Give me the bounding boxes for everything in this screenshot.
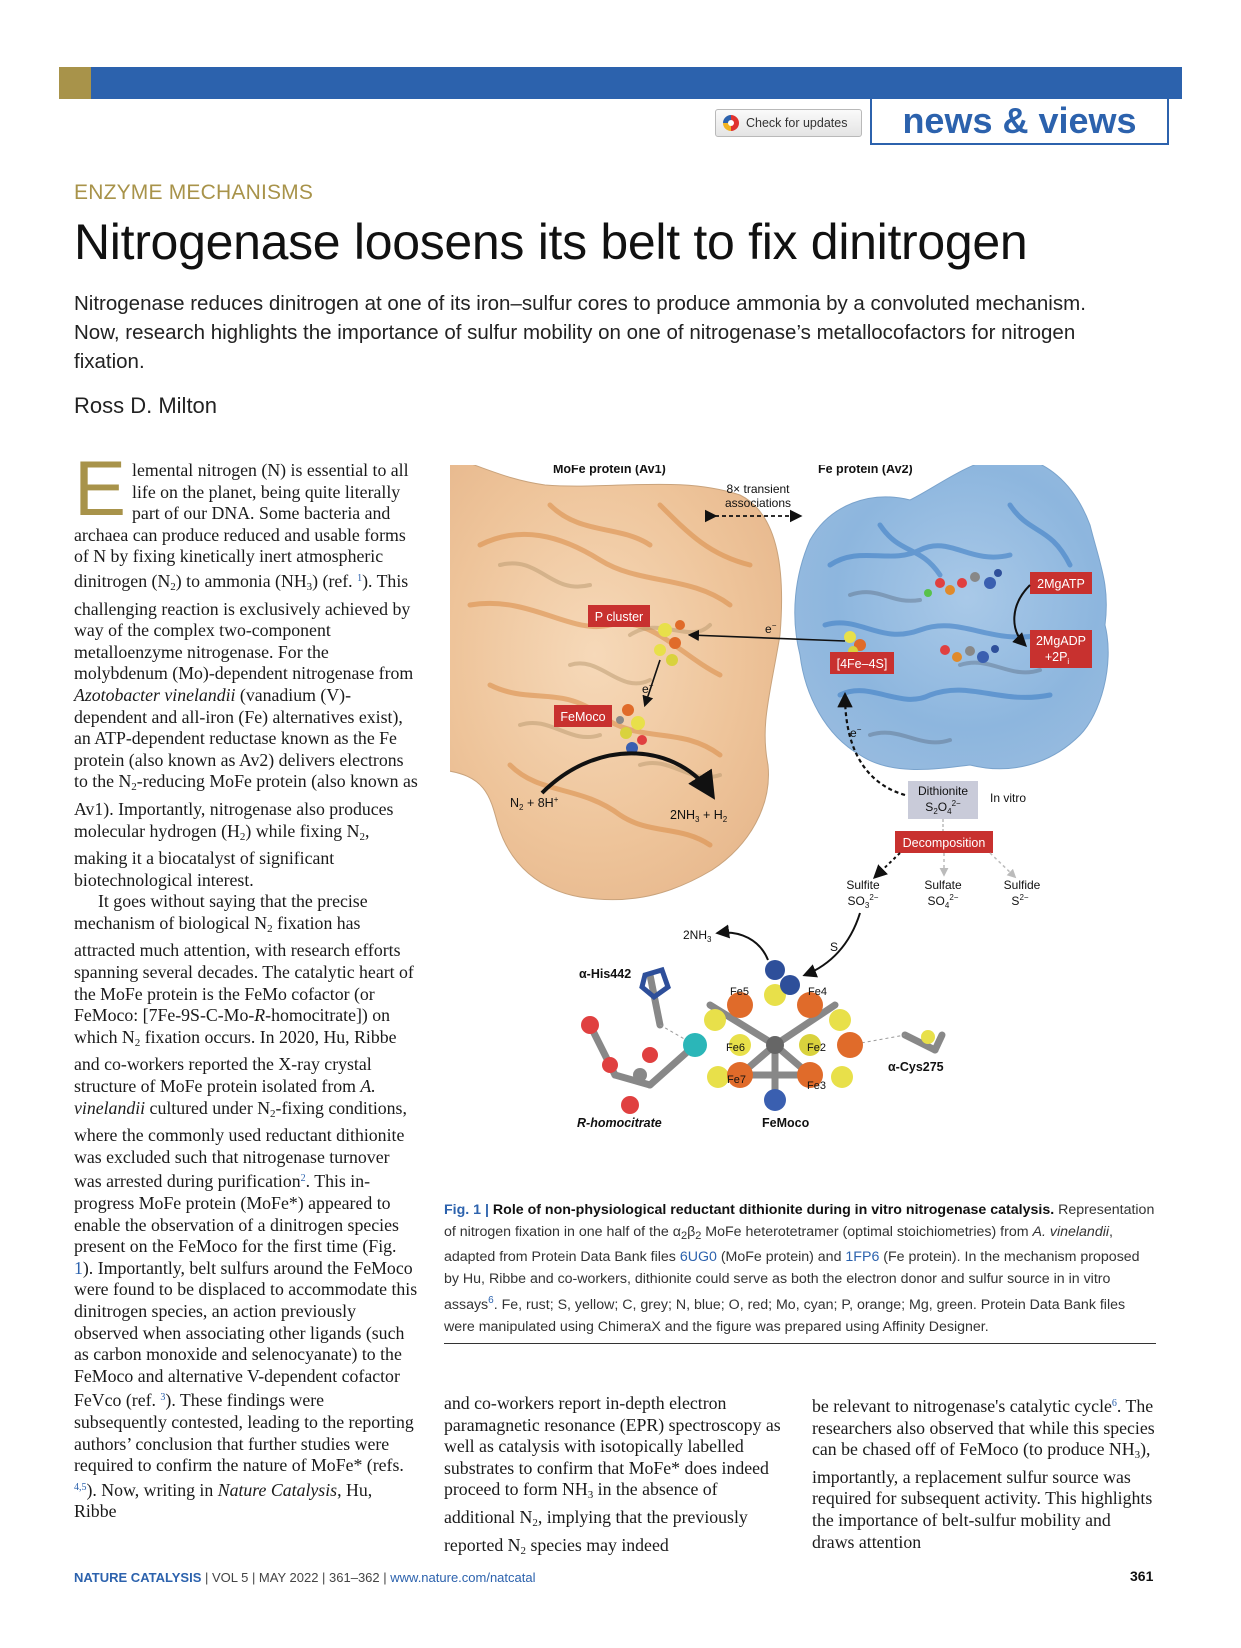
check-for-updates-label: Check for updates xyxy=(746,116,848,130)
sulfate-formula: $SO_4^{2-}$ xyxy=(927,893,959,910)
femoco-detail xyxy=(581,960,942,1114)
electron-label-2: e− xyxy=(642,681,654,696)
mgadp-tag-text-1: 2MgADP xyxy=(1035,634,1087,648)
nh3-product-label: $2NH_3 + H_2$ xyxy=(670,808,728,824)
author-name: Ross D. Milton xyxy=(74,393,218,418)
reference-link-2[interactable]: 2 xyxy=(300,1173,306,1185)
paragraph-2: It goes without saying that the precise mechanism of biological $N_2$ fixation has attracted much attention, with research efforts spanning several decades. The catalytic heart of the MoFe protein is the FeMo cofactor (or FeMoco: [7Fe-9S-C-Mo-R-homocitrate]) on which $N_2$ fixation occurs. In 2020, Hu, Ribbe and co-workers reported the X-ray crystal structure of MoFe protein isolated from A. vinelandii cultured under $N_2$-fixing conditions, where the commonly used reductant dithionite was excluded such that nitrogenase turnover was arrested during purification$^2$. This in-progress MoFe protein (MoFe*) appeared to enable the observation of a dinitrogen species present on the FeMoco for the first time (Fig. 1). Importantly, belt sulfurs around the FeMoco were found to be displaced to accommodate this dinitrogen species, an action previously observed when associating other ligands (such as carbon monoxide and selenocyanate) to the FeMoco and alternative V-dependent cofactor FeVco (ref. $^3$). These findings were subsequently contested, leading to the reporting authors’ conclusion that further studies were required to confirm the nature of MoFe* (refs. $^{4,5}$). Now, writing in Nature Catalysis, Hu, Ribbe xyxy=(74,891,418,1522)
footer-journal-link[interactable]: www.nature.com/natcatal xyxy=(390,1570,536,1585)
fe4-label: Fe4 xyxy=(808,986,827,998)
reference-link-4-5[interactable]: 4,5 xyxy=(74,1481,87,1493)
fe5-label: Fe5 xyxy=(730,986,749,998)
standfirst: Nitrogenase reduces dinitrogen at one of its iron–sulfur cores to produce ammonia by a convoluted mechanism. Now, research highlights the importance of sulfur mobility on one of nitrogenase’s metallocofactors for nitrogen fixation. xyxy=(74,292,1086,373)
homocitrate-label: R-homocitrate xyxy=(577,1116,662,1130)
figure-link-1[interactable]: 1 xyxy=(74,1257,83,1278)
cys275-label: α-Cys275 xyxy=(888,1060,944,1074)
body-column-3 xyxy=(812,1393,1157,1553)
sulfite-label: Sulfite xyxy=(846,878,880,892)
n2-reactant-label: $N_2 + 8H^+$ xyxy=(510,795,559,812)
pdb-link-1fp6[interactable]: 1FP6 xyxy=(845,1249,880,1265)
header-band-accent xyxy=(59,67,91,99)
mofe-protein-title: MoFe protein (Av1) xyxy=(553,465,666,476)
mofe-protein-surface xyxy=(450,465,782,900)
figure-caption-label: Fig. 1 | xyxy=(444,1202,493,1218)
page-number: 361 xyxy=(1130,1568,1154,1584)
dithionite-formula: $S_2O_4^{2-}$ xyxy=(925,799,961,816)
femoco-detail-label: FeMoco xyxy=(762,1116,810,1130)
ammonia-label: $2NH_3$ xyxy=(683,928,712,944)
figure-1 xyxy=(450,465,1150,1180)
body-column-2 xyxy=(444,1393,789,1562)
fe2-label: Fe2 xyxy=(807,1042,826,1054)
femoco-tag-text: FeMoco xyxy=(560,710,606,724)
sulfide-label: Sulfide xyxy=(1003,878,1041,892)
pdb-link-6ug0[interactable]: 6UG0 xyxy=(679,1249,717,1265)
footer-citation xyxy=(74,1570,535,1585)
p-cluster-text: P cluster xyxy=(594,610,644,624)
mgatp-tag-text: 2MgATP xyxy=(1037,577,1085,591)
reference-link-1[interactable]: 1 xyxy=(357,572,363,584)
crossmark-icon xyxy=(723,115,739,131)
transient-label-2: associations xyxy=(724,496,792,510)
figure-caption-title: Role of non-physiological reductant dithionite during in vitro nitrogenase catalysis. xyxy=(492,1202,1055,1218)
section-label: ENZYME MECHANISMS xyxy=(74,181,314,204)
article-title: Nitrogenase loosens its belt to fix dinitrogen xyxy=(74,214,1028,270)
electron-label-3: e− xyxy=(850,725,862,740)
paragraph-3: and co-workers report in-depth electron paramagnetic resonance (EPR) spectroscopy as well as catalysis with isotopically labelled substrates to confirm that MoFe* does indeed proceed to form $NH_3$ in the absence of additional $N_2$, implying that the previously reported $N_2$ species may indeed xyxy=(444,1393,781,1557)
footer-journal: NATURE CATALYSIS xyxy=(74,1570,202,1585)
footer-meta: | VOL 5 | MAY 2022 | 361–362 | xyxy=(201,1570,391,1585)
drop-cap: E xyxy=(74,444,127,532)
paragraph-4: be relevant to nitrogenase's catalytic cycle$^6$. The researchers also observed that while this species can be chased off of FeMoco (to produce $NH_3$), importantly, a replacement sulfur source was required for subsequent activity. This highlights the importance of belt-sulfur mobility and draws attention xyxy=(812,1396,1155,1552)
in-vitro-label: In vitro xyxy=(990,791,1027,805)
electron-label-1: e− xyxy=(765,621,777,636)
ammonia-release-arrow xyxy=(718,932,768,960)
caption-divider xyxy=(444,1343,1156,1344)
fe6-label: Fe6 xyxy=(726,1042,745,1054)
fe4s-tag-text: [4Fe–4S] xyxy=(836,657,888,671)
news-and-views-brand: news & views xyxy=(870,99,1169,145)
reference-link-6-body[interactable]: 6 xyxy=(1111,1398,1117,1409)
figure-caption: Fig. 1 | Role of non-physiological reductant dithionite during in vitro nitrogenase catalysis. Representation of nitrogen fixation in one half of the $\alpha_2\beta_2$ MoFe heterotetramer (optimal stoichiometries) from A. vinelandii, adapted from Protein Data Bank files 6UG0 (MoFe protein) and 1FP6 (Fe protein). In the mechanism proposed by Hu, Ribbe and co-workers, dithionite could serve as both the electron donor and sulfur source in in vitro assays$^6$. Fe, rust; S, yellow; C, grey; N, blue; O, red; Mo, cyan; P, orange; Mg, green. Protein Data Bank files were manipulated using ChimeraX and the figure was prepared using Affinity Designer. xyxy=(444,1202,1155,1335)
fe3-label: Fe3 xyxy=(807,1080,826,1092)
to-sulfite-arrow xyxy=(875,853,900,877)
decomposition-label: Decomposition xyxy=(902,836,986,850)
sulfate-label: Sulfate xyxy=(924,878,962,892)
reference-link-3[interactable]: 3 xyxy=(160,1392,166,1404)
check-for-updates-button[interactable] xyxy=(715,109,862,137)
his442-label: α-His442 xyxy=(579,967,632,981)
to-sulfide-arrow xyxy=(990,853,1015,877)
header-band xyxy=(91,67,1182,99)
sulfite-formula: $SO_3^{2-}$ xyxy=(847,893,879,910)
body-column-1 xyxy=(74,444,419,1523)
paragraph-1: Elemental nitrogen (N) is essential to all life on the planet, being quite literally part of our DNA. Some bacteria and archaea can produce reduced and usable forms of N by fixing kinetically inert atmospheric dinitrogen $(N_2)$ to ammonia $(NH_3)$ (ref. $^1$). This challenging reaction is exclusively achieved by way of the complex two-component metalloenzyme nitrogenase. For the molybdenum (Mo)-dependent nitrogenase from Azotobacter vinelandii (vanadium (V)-dependent and all-iron (Fe) alternatives exist), an ATP-dependent reductase known as the Fe protein (also known as Av2) delivers electrons to the $N_2$-reducing MoFe protein (also known as Av1). Importantly, nitrogenase also produces molecular hydrogen $(H_2)$ while fixing $N_2$, making it a biocatalyst of significant biotechnological interest. xyxy=(74,444,418,890)
mgadp-tag-text-2: $+2P_i$ xyxy=(1044,650,1070,666)
transient-label-1: 8× transient xyxy=(726,482,790,496)
fe7-label: Fe7 xyxy=(727,1074,746,1086)
fe-protein-surface xyxy=(795,465,1108,769)
fe-protein-title: Fe protein (Av2) xyxy=(818,465,913,476)
sulfide-formula: $S^{2-}$ xyxy=(1011,893,1029,908)
dithionite-label: Dithionite xyxy=(917,784,969,798)
sulfur-arrow-label: S xyxy=(830,940,839,954)
reference-link-6[interactable]: 6 xyxy=(488,1295,494,1306)
